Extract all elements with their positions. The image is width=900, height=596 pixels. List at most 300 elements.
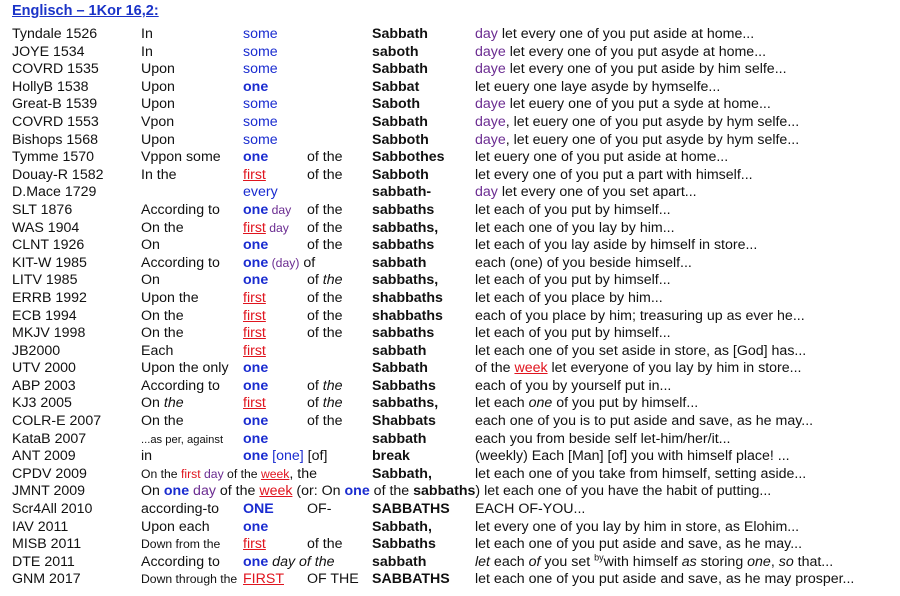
translation-text-cell [475, 255, 692, 273]
preposition-cell [141, 272, 160, 290]
text-segment: day [265, 220, 289, 235]
text-segment: saboth [372, 43, 419, 60]
sabbath-word-cell [372, 184, 431, 202]
text-segment: some [243, 96, 278, 113]
text-segment: [of] [303, 448, 328, 465]
sabbath-word-cell [372, 378, 436, 396]
text-segment: (day) [268, 255, 300, 270]
numeral-cell [243, 202, 291, 220]
text-segment: the [322, 377, 343, 394]
text-segment: let each of you put by himself... [475, 272, 671, 289]
text-segment: let everyone of you lay by him in store... [547, 360, 802, 377]
sabbath-word-cell [372, 290, 443, 308]
text-segment: week [259, 483, 293, 500]
text-segment: some [243, 43, 278, 60]
numeral-cell [243, 431, 268, 449]
text-segment: sabbaths [372, 237, 435, 254]
text-segment: ...as per, against [141, 433, 224, 446]
translation-text-cell [475, 519, 799, 537]
text-segment: Upon [141, 78, 175, 95]
of-the-cell [307, 149, 343, 167]
text-segment: sabbath [372, 553, 427, 570]
table-row [0, 79, 900, 97]
text-segment: , [770, 553, 779, 570]
text-segment: OF- [307, 501, 332, 518]
text-segment: sabbaths [413, 483, 476, 500]
text-segment: Sabbath [372, 360, 428, 377]
text-segment: the [163, 395, 184, 412]
of-the-cell [307, 378, 343, 396]
numeral-cell [243, 255, 315, 273]
table-row [0, 308, 900, 326]
translation-text-cell [475, 79, 720, 97]
text-segment: in [141, 448, 153, 465]
text-segment: ONE [243, 501, 274, 518]
text-segment: each [489, 553, 529, 570]
text-segment: the [322, 395, 343, 412]
text-segment: each (one) of you beside himself... [475, 254, 692, 271]
table-row [0, 536, 900, 554]
table-row [0, 483, 900, 501]
text-segment: let euery one of you put a syde at home... [505, 96, 771, 113]
sabbath-word-cell [372, 431, 426, 449]
text-segment: EACH OF-YOU... [475, 501, 586, 518]
of-the-cell [307, 413, 343, 431]
text-segment: daye [475, 131, 506, 148]
version-name: ANT 2009 [12, 448, 76, 465]
text-segment: of the [223, 466, 261, 481]
text-segment: let each one of you put aside and save, as he may prosper... [475, 571, 855, 588]
text-segment: you set [540, 553, 595, 570]
text-segment: day [268, 202, 292, 217]
text-segment: ) let each one of you have the habit of putting... [475, 483, 772, 500]
of-the-cell [307, 308, 343, 326]
text-segment: Sabboth [372, 166, 429, 183]
text-segment: of the [475, 360, 515, 377]
numeral-cell [243, 413, 268, 431]
sabbath-word-cell [372, 554, 426, 572]
text-segment: of the [215, 483, 260, 500]
version-name: Bishops 1568 [12, 131, 98, 148]
preposition-cell [141, 360, 229, 378]
text-segment: first [243, 166, 266, 183]
text-segment: one [243, 237, 269, 254]
text-segment: one [243, 360, 269, 377]
text-segment: let each of you put by himself... [475, 325, 671, 342]
text-segment: one [243, 272, 269, 289]
text-segment: week [514, 360, 548, 377]
text-segment: one [163, 483, 190, 500]
of-the-cell [307, 571, 359, 589]
text-segment: Sabbath [372, 61, 428, 78]
text-segment: let [475, 553, 490, 570]
text-segment: Vppon some [141, 149, 221, 166]
text-segment: of the [307, 237, 343, 254]
translation-text-cell [475, 61, 787, 79]
preposition-cell [141, 132, 175, 150]
version-name: D.Mace 1729 [12, 184, 97, 201]
text-segment: of [307, 395, 323, 412]
numeral-cell [243, 571, 284, 589]
version-name: ERRB 1992 [12, 289, 87, 306]
numeral-cell [243, 536, 266, 554]
text-segment: Upon [141, 61, 175, 78]
sabbath-word-cell [372, 44, 419, 62]
preposition-cell [141, 114, 174, 132]
translation-text-cell [475, 448, 790, 466]
text-segment: of the [307, 149, 343, 166]
text-segment: one [243, 448, 269, 465]
text-segment: let each of you put by himself... [475, 201, 671, 218]
table-row [0, 237, 900, 255]
preposition-cell [141, 79, 175, 97]
table-row [0, 167, 900, 185]
text-segment: On [141, 237, 160, 254]
text-segment: Sabbaths [372, 536, 436, 553]
sabbath-word-cell [372, 343, 426, 361]
text-segment: day of the [268, 553, 335, 570]
translation-text-cell [475, 290, 663, 308]
verse-comparison-table [0, 26, 900, 589]
text-segment: according-to [141, 501, 220, 518]
text-segment: On the [141, 466, 181, 481]
text-segment: let each one of you lay by him... [475, 219, 675, 236]
text-segment: storing [696, 553, 748, 570]
sabbath-word-cell [372, 167, 429, 185]
text-segment: On the [141, 219, 184, 236]
text-segment: , the [289, 465, 317, 482]
text-segment: let each [475, 395, 529, 412]
text-segment: day [189, 483, 216, 500]
text-segment: of the [307, 307, 343, 324]
text-segment: let euery one of you put aside at home... [475, 149, 729, 166]
text-segment: day [475, 184, 498, 201]
numeral-cell [243, 220, 289, 238]
text-segment: let each of you lay aside by himself in store... [475, 237, 758, 254]
table-row [0, 44, 900, 62]
of-the-cell [307, 220, 343, 238]
text-segment: of the [307, 289, 343, 306]
translation-text-cell [475, 571, 854, 589]
text-segment: sabbaths [372, 201, 435, 218]
text-segment: every [243, 184, 278, 201]
translation-text-cell [475, 536, 802, 554]
text-segment: Sabbath [372, 26, 428, 42]
table-row [0, 61, 900, 79]
text-segment: shabbaths [372, 307, 443, 324]
text-segment: so [778, 553, 794, 570]
numeral-cell [243, 26, 278, 44]
text-segment: Upon [141, 131, 175, 148]
text-segment: of the [307, 413, 343, 430]
numeral-cell [243, 132, 278, 150]
text-segment: daye [475, 61, 506, 78]
text-segment: let each one of you put aside and save, as he may... [475, 536, 803, 553]
wide-phrase-cell [141, 466, 317, 484]
translation-text-cell [475, 308, 805, 326]
numeral-cell [243, 360, 268, 378]
preposition-cell [141, 308, 184, 326]
translation-text-cell [475, 237, 757, 255]
version-name: COVRD 1535 [12, 61, 99, 78]
text-segment: On [141, 272, 160, 289]
text-segment: sabbath- [372, 184, 432, 201]
translation-text-cell [475, 325, 671, 343]
preposition-cell [141, 61, 175, 79]
translation-text-cell [475, 272, 671, 290]
text-segment: the [322, 272, 343, 289]
text-segment: that... [793, 553, 834, 570]
text-segment: of [307, 377, 323, 394]
text-segment: Sabbothes [372, 149, 445, 166]
text-segment: week [260, 466, 290, 481]
table-row [0, 255, 900, 273]
text-segment: day [200, 466, 224, 481]
translation-text-cell [475, 343, 806, 361]
text-segment: let each one of you set aside in store, as [God] has... [475, 342, 807, 359]
version-name: CLNT 1926 [12, 237, 85, 254]
text-segment: let every one of you set apart... [497, 184, 697, 201]
text-segment: shabbaths [372, 289, 443, 306]
table-row [0, 360, 900, 378]
text-segment: Sabbaths [372, 377, 436, 394]
of-the-cell [307, 501, 331, 519]
text-segment: let every one of you put a part with himself... [475, 166, 753, 183]
translation-text-cell [475, 149, 728, 167]
version-name: COVRD 1553 [12, 113, 99, 130]
text-segment: Saboth [372, 96, 421, 113]
preposition-cell [141, 519, 210, 537]
text-segment: (or: On [292, 483, 345, 500]
text-segment: one [243, 254, 269, 271]
translation-text-cell [475, 114, 799, 132]
translation-text-cell [475, 466, 806, 484]
version-name: JB2000 [12, 342, 61, 359]
version-name: KataB 2007 [12, 430, 87, 447]
preposition-cell [141, 202, 220, 220]
table-row [0, 343, 900, 361]
numeral-cell [243, 290, 266, 308]
sabbath-word-cell [372, 255, 426, 273]
text-segment: first [243, 395, 266, 412]
version-name: WAS 1904 [12, 219, 80, 236]
table-row [0, 202, 900, 220]
numeral-cell [243, 501, 274, 519]
preposition-cell [141, 448, 152, 466]
table-row [0, 290, 900, 308]
text-segment: SABBATHS [372, 571, 450, 588]
wide-phrase-cell [141, 483, 771, 501]
version-name: SLT 1876 [12, 201, 73, 218]
sabbath-word-cell [372, 26, 428, 44]
text-segment: sabbaths, [372, 219, 439, 236]
text-segment: Upon the [141, 289, 199, 306]
text-segment: Vpon [141, 113, 175, 130]
sabbath-word-cell [372, 536, 436, 554]
translation-text-cell [475, 44, 766, 62]
version-name: UTV 2000 [12, 360, 76, 377]
text-segment: day [475, 26, 498, 42]
numeral-cell [243, 554, 335, 572]
numeral-cell [243, 343, 266, 361]
preposition-cell [141, 378, 220, 396]
text-segment: let every one of you put asyde at home... [505, 43, 767, 60]
numeral-cell [243, 308, 266, 326]
text-segment: each you from beside self let-him/her/it... [475, 430, 731, 447]
version-name: DTE 2011 [12, 553, 75, 570]
text-segment: Down from the [141, 537, 221, 552]
preposition-cell [141, 554, 220, 572]
text-segment: In [141, 26, 153, 42]
numeral-cell [243, 44, 278, 62]
version-name: IAV 2011 [12, 518, 69, 535]
sabbath-word-cell [372, 220, 438, 238]
text-segment: one [243, 518, 269, 535]
sabbath-word-cell [372, 519, 432, 537]
table-row [0, 272, 900, 290]
table-row [0, 571, 900, 589]
version-name: ABP 2003 [12, 377, 76, 394]
text-segment: , let euery one of you put asyde by hym selfe... [505, 113, 800, 130]
text-segment: SABBATHS [372, 501, 450, 518]
text-segment: On [141, 395, 164, 412]
numeral-cell [243, 395, 266, 413]
version-name: ECB 1994 [12, 307, 77, 324]
version-name: HollyB 1538 [12, 78, 89, 95]
text-segment: sabbaths, [372, 272, 439, 289]
text-segment: , let euery one of you put asyde by hym selfe... [505, 131, 800, 148]
version-name: MKJV 1998 [12, 325, 86, 342]
preposition-cell [141, 571, 237, 589]
text-segment: by [594, 552, 604, 563]
translation-text-cell [475, 554, 833, 572]
text-segment: Down through the [141, 572, 238, 587]
text-segment: In the [141, 166, 177, 183]
text-segment: first [243, 219, 266, 236]
version-name: Tymme 1570 [12, 149, 95, 166]
of-the-cell [307, 536, 343, 554]
table-row [0, 325, 900, 343]
text-segment: some [243, 113, 278, 130]
sabbath-word-cell [372, 114, 428, 132]
text-segment: of [299, 254, 316, 271]
text-segment: Each [141, 342, 174, 359]
text-segment: of the [307, 536, 343, 553]
sabbath-word-cell [372, 308, 443, 326]
page-title: Englisch – 1Kor 16,2: [12, 3, 159, 19]
text-segment: one [243, 201, 269, 218]
text-segment: (weekly) Each [Man] [of] you with himself place! ... [475, 448, 790, 465]
numeral-cell [243, 96, 278, 114]
numeral-cell [243, 272, 268, 290]
text-segment: daye [475, 96, 506, 113]
table-row [0, 132, 900, 150]
text-segment: let every one of you put aside by him selfe... [505, 61, 787, 78]
text-segment: of the [307, 201, 343, 218]
text-segment: some [243, 131, 278, 148]
sabbath-word-cell [372, 501, 450, 519]
text-segment: of you put by himself... [552, 395, 699, 412]
translation-text-cell [475, 202, 671, 220]
text-segment: Upon each [141, 518, 210, 535]
translation-text-cell [475, 26, 754, 44]
preposition-cell [141, 149, 221, 167]
translation-text-cell [475, 220, 675, 238]
text-segment: Sabbat [372, 78, 420, 95]
text-segment: each of you place by him; treasuring up as ever he... [475, 307, 805, 324]
of-the-cell [307, 290, 343, 308]
preposition-cell [141, 290, 199, 308]
of-the-cell [307, 237, 343, 255]
text-segment: one [243, 377, 269, 394]
text-segment: each of you by yourself put in... [475, 377, 672, 394]
text-segment: According to [141, 254, 220, 271]
version-name: JMNT 2009 [12, 483, 86, 500]
table-row [0, 26, 900, 44]
sabbath-word-cell [372, 360, 428, 378]
translation-text-cell [475, 184, 697, 202]
version-name: JOYE 1534 [12, 43, 85, 60]
version-name: Scr4All 2010 [12, 501, 93, 518]
sabbath-word-cell [372, 202, 434, 220]
text-segment: On the [141, 413, 184, 430]
text-segment: Upon the only [141, 360, 229, 377]
version-name: KJ3 2005 [12, 395, 72, 412]
text-segment: break [372, 448, 410, 465]
text-segment: of [307, 272, 323, 289]
text-segment: sabbaths [372, 325, 435, 342]
translation-text-cell [475, 132, 799, 150]
text-segment: sabbath [372, 342, 427, 359]
text-segment: as [681, 553, 697, 570]
text-segment: one [243, 430, 269, 447]
sabbath-word-cell [372, 325, 434, 343]
text-segment: each one of you is to put aside and save, as he may... [475, 413, 814, 430]
version-name: MISB 2011 [12, 536, 82, 553]
table-row [0, 554, 900, 572]
text-segment: Upon [141, 96, 175, 113]
text-segment: Sabbath [372, 113, 428, 130]
sabbath-word-cell [372, 132, 429, 150]
preposition-cell [141, 431, 223, 450]
preposition-cell [141, 413, 184, 431]
preposition-cell [141, 44, 153, 62]
numeral-cell [243, 61, 278, 79]
text-segment: Sabboth [372, 131, 429, 148]
text-segment: one [243, 149, 269, 166]
text-segment: sabbaths, [372, 395, 439, 412]
text-segment: Shabbats [372, 413, 436, 430]
table-row [0, 448, 900, 466]
table-row [0, 96, 900, 114]
text-segment: first [243, 325, 266, 342]
table-row [0, 501, 900, 519]
sabbath-word-cell [372, 149, 445, 167]
preposition-cell [141, 96, 175, 114]
table-row [0, 431, 900, 449]
preposition-cell [141, 26, 153, 44]
numeral-cell [243, 149, 268, 167]
text-segment: FIRST [243, 571, 284, 588]
table-row [0, 413, 900, 431]
translation-text-cell [475, 431, 731, 449]
sabbath-word-cell [372, 466, 432, 484]
text-segment: one [528, 395, 553, 412]
table-row [0, 149, 900, 167]
table-row [0, 519, 900, 537]
text-segment: first [243, 536, 266, 553]
version-name: CPDV 2009 [12, 465, 87, 482]
